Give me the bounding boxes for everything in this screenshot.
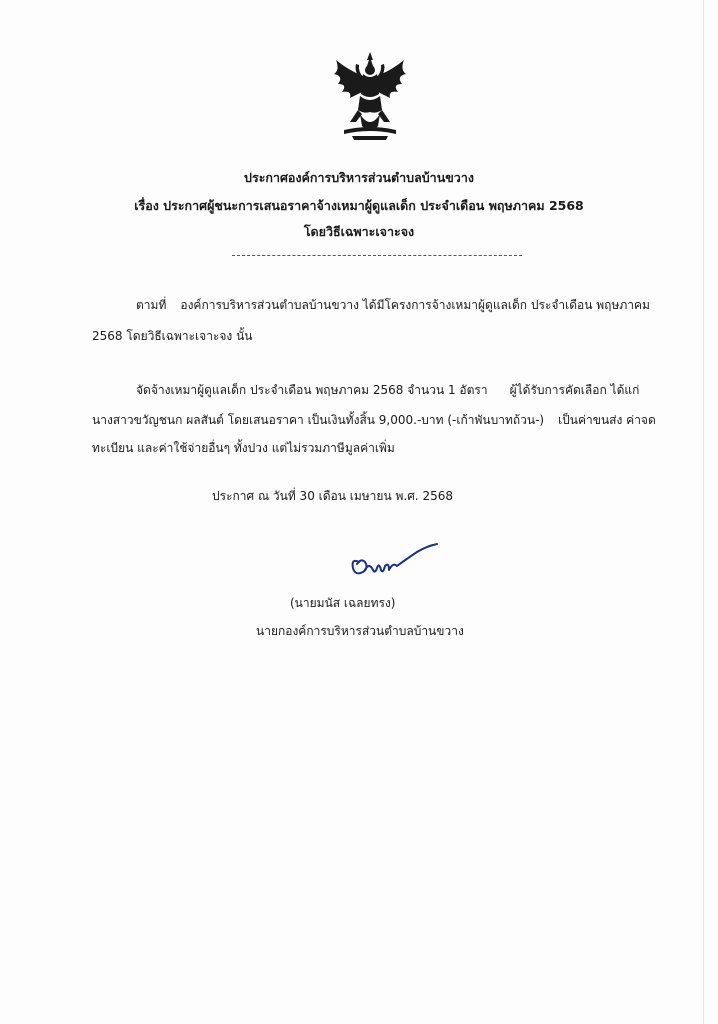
paragraph-1-line-2: 2568 โดยวิธีเฉพาะเจาะจง นั้น	[92, 329, 253, 343]
paragraph-2-line-2-part-b: เป็นค่าขนส่ง ค่าจด	[558, 413, 656, 427]
announcement-date: ประกาศ ณ วันที่ 30 เดือน เมษายน พ.ศ. 2568	[212, 489, 453, 503]
paragraph-2-line-1	[136, 381, 639, 400]
page-edge-line	[703, 0, 704, 1024]
paragraph-2-line-1-part-b: ผู้ได้รับการคัดเลือก ได้แก่	[509, 383, 640, 397]
announcement-subject: เรื่อง ประกาศผู้ชนะการเสนอราคาจ้างเหมาผู้ดูแลเด็ก ประจำเดือน พฤษภาคม 2568	[134, 198, 584, 213]
paragraph-2-line-1-part-a: จัดจ้างเหมาผู้ดูแลเด็ก ประจำเดือน พฤษภาคม 2568 จำนวน 1 อัตรา	[136, 383, 488, 397]
paragraph-2-line-2	[92, 411, 656, 430]
dashed-divider	[232, 255, 522, 256]
paragraph-1-text: องค์การบริหารส่วนตำบลบ้านขวาง ได้มีโครงการจ้างเหมาผู้ดูแลเด็ก ประจำเดือน พฤษภาคม	[180, 298, 650, 312]
paragraph-2-line-2-part-a: นางสาวขวัญชนก ผลสันต์ โดยเสนอราคา เป็นเงินทั้งสิ้น 9,000.-บาท (-เก้าพันบาทถ้วน-)	[92, 413, 545, 427]
paragraph-1-label: ตามที่	[136, 298, 167, 312]
announcement-method: โดยวิธีเฉพาะเจาะจง	[303, 224, 415, 239]
paragraph-1-line-1	[136, 296, 650, 315]
garuda-emblem-icon	[330, 50, 410, 142]
signatory-position: นายกองค์การบริหารส่วนตำบลบ้านขวาง	[256, 624, 464, 638]
signature-icon	[345, 540, 445, 582]
paragraph-2-line-3: ทะเบียน และค่าใช้จ่ายอื่นๆ ทั้งปวง แต่ไม่รวมภาษีมูลค่าเพิ่ม	[92, 441, 395, 455]
signatory-name: (นายมนัส เฉลยทรง)	[290, 596, 396, 610]
announcement-title: ประกาศองค์การบริหารส่วนตำบลบ้านขวาง	[244, 170, 474, 185]
